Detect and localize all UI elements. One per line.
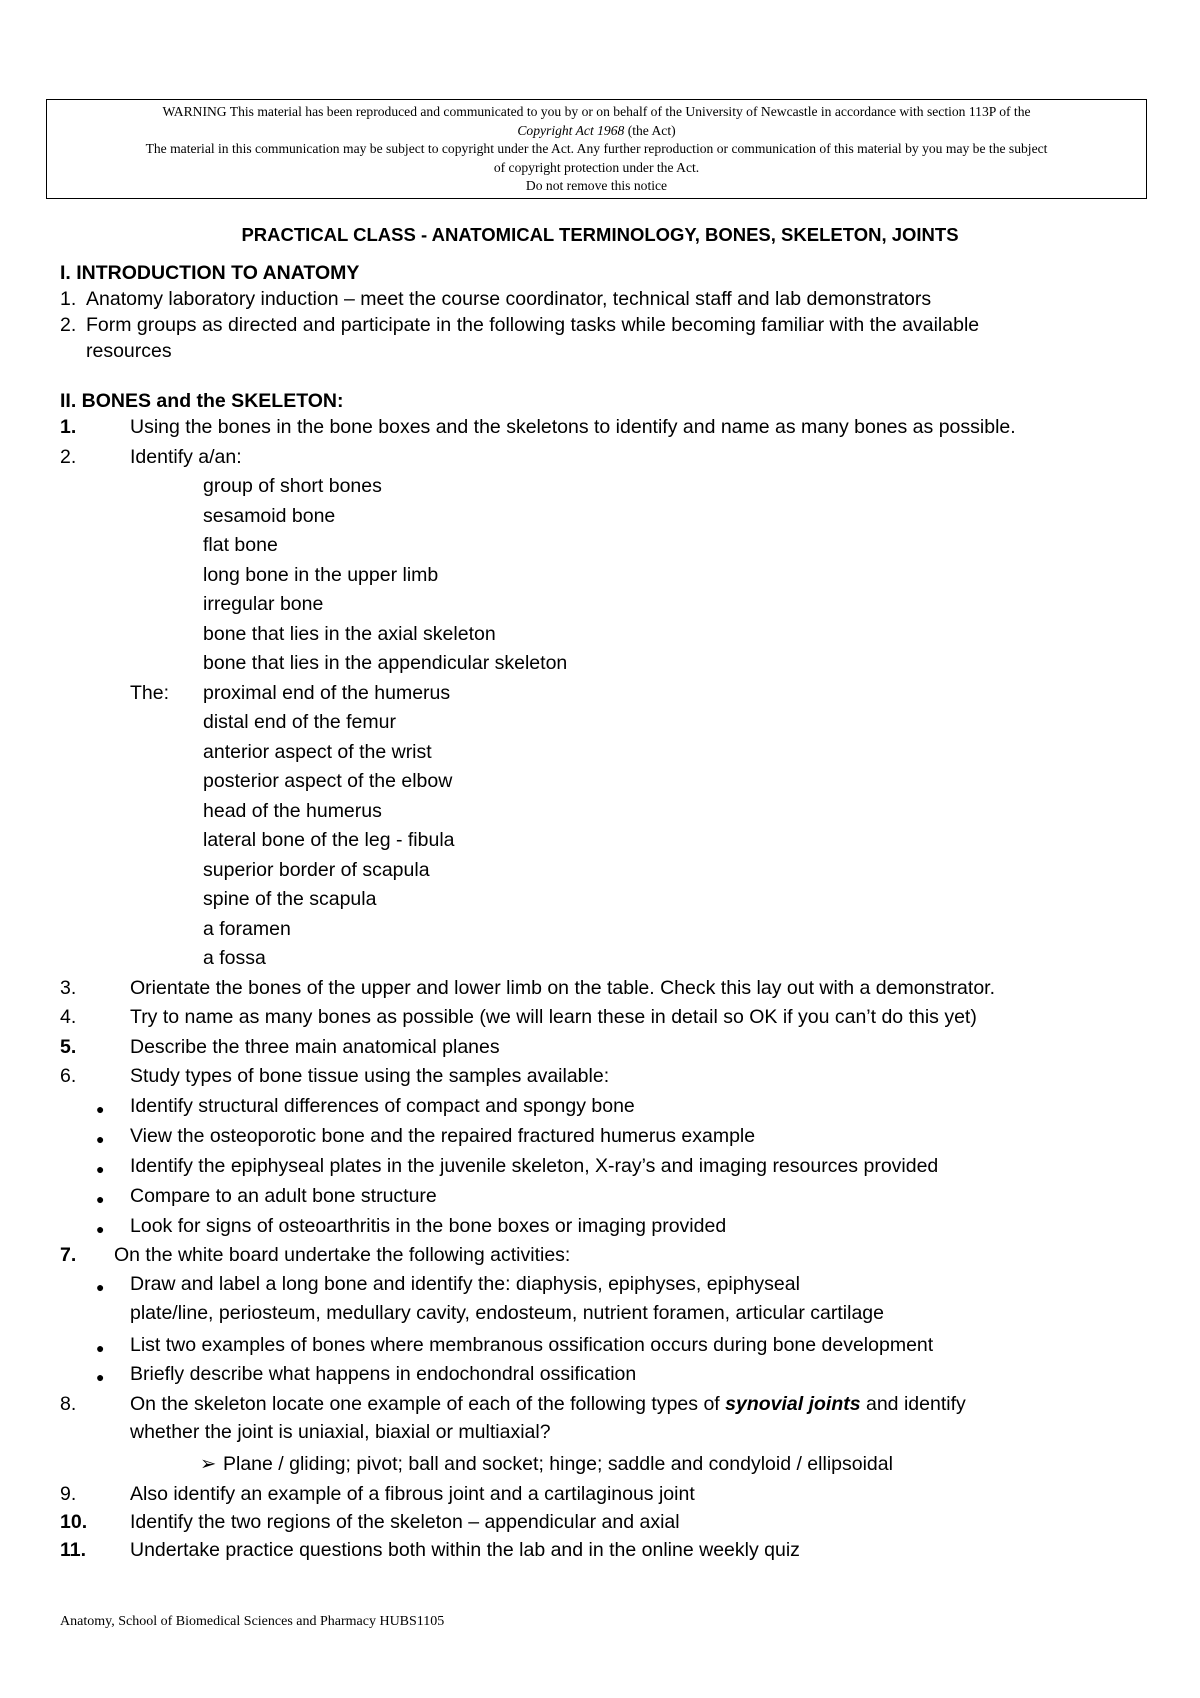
identify-item: head of the humerus — [203, 800, 382, 822]
list-item-text: Identify the two regions of the skeleton – appendicular and axial — [130, 1511, 680, 1533]
list-item-text: Form groups as directed and participate in the following tasks while becoming familiar with the available — [86, 314, 980, 336]
identify-item: proximal end of the humerus — [203, 682, 451, 704]
notice-line-2 — [47, 122, 1146, 141]
identify-item: distal end of the femur — [203, 711, 396, 733]
list-item-continuation: resources — [86, 340, 172, 362]
bullet-icon: ● — [96, 1369, 105, 1385]
list-number: 3. — [60, 977, 77, 999]
bullet-item-text: List two examples of bones where membranous ossification occurs during bone development — [130, 1334, 934, 1356]
identify-item: spine of the scapula — [203, 888, 377, 910]
identify-item: anterior aspect of the wrist — [203, 741, 432, 763]
identify-item: a foramen — [203, 918, 291, 940]
bullet-item-text: View the osteoporotic bone and the repaired fractured humerus example — [130, 1125, 756, 1147]
notice-line-1: WARNING This material has been reproduced and communicated to you by or on behalf of the University of Newcastle in accordance with section 113P of the — [162, 104, 1031, 119]
bullet-item-continuation: plate/line, periosteum, medullary cavity, endosteum, nutrient foramen, articular cartilage — [130, 1302, 884, 1324]
bullet-icon: ● — [96, 1131, 105, 1147]
page-title: PRACTICAL CLASS - ANATOMICAL TERMINOLOGY, BONES, SKELETON, JOINTS — [241, 224, 959, 245]
bullet-icon: ● — [96, 1340, 105, 1356]
notice-line-3: The material in this communication may be subject to copyright under the Act. Any further reproduction or communication of this material by you may be the subject — [145, 141, 1048, 156]
list-item-text: Study types of bone tissue using the samples available: — [130, 1065, 610, 1087]
list-number: 11. — [60, 1539, 87, 1561]
bullet-icon: ● — [96, 1101, 105, 1117]
section-heading-bones-skeleton: II. BONES and the SKELETON: — [60, 390, 344, 412]
identify-item: irregular bone — [203, 593, 324, 615]
arrow-bullet-icon: ➢ — [200, 1453, 217, 1475]
notice-act-suffix: (the Act) — [624, 122, 676, 138]
list-number: 6. — [60, 1065, 77, 1087]
list-item-text: Try to name as many bones as possible (we will learn these in detail so OK if you can’t do this yet) — [130, 1006, 977, 1028]
item8-pre: On the skeleton locate one example of each of the following types of — [130, 1393, 726, 1415]
identify-item: bone that lies in the appendicular skeleton — [203, 652, 568, 674]
list-number: 5. — [60, 1036, 77, 1058]
list-number: 9. — [60, 1483, 77, 1505]
list-item-text — [130, 1391, 966, 1417]
list-number: 2. — [60, 446, 77, 468]
bullet-item-text: Identify the epiphyseal plates in the juvenile skeleton, X-ray’s and imaging resources provided — [130, 1155, 939, 1177]
list-item-text: Identify a/an: — [130, 446, 242, 468]
bullet-icon: ● — [96, 1191, 105, 1207]
list-item-text: Also identify an example of a fibrous joint and a cartilaginous joint — [130, 1483, 695, 1505]
identify-item: a fossa — [203, 947, 266, 969]
identify-item: superior border of scapula — [203, 859, 430, 881]
list-item-text: Describe the three main anatomical planes — [130, 1036, 500, 1058]
page-footer: Anatomy, School of Biomedical Sciences and Pharmacy HUBS1105 — [60, 1614, 445, 1629]
section-heading-introduction: I. INTRODUCTION TO ANATOMY — [60, 262, 360, 284]
notice-line-5: Do not remove this notice — [525, 178, 668, 193]
bullet-item-text: Look for signs of osteoarthritis in the bone boxes or imaging provided — [130, 1215, 727, 1237]
notice-act-title: Copyright Act 1968 — [517, 122, 625, 138]
list-number: 10. — [60, 1511, 88, 1533]
copyright-notice — [46, 99, 1147, 199]
list-number: 1. — [60, 288, 77, 310]
item8-post: and identify — [860, 1393, 966, 1415]
notice-line-4: of copyright protection under the Act. — [493, 159, 700, 175]
bullet-item-text: Briefly describe what happens in endochondral ossification — [130, 1363, 637, 1385]
list-number: 8. — [60, 1393, 77, 1415]
identify-item: long bone in the upper limb — [203, 564, 439, 586]
identify-item: lateral bone of the leg - fibula — [203, 829, 455, 851]
joint-types-text: Plane / gliding; pivot; ball and socket; hinge; saddle and condyloid / ellipsoidal — [223, 1453, 893, 1475]
list-item-text: On the white board undertake the following activities: — [114, 1244, 571, 1266]
list-item-continuation: whether the joint is uniaxial, biaxial or multiaxial? — [130, 1421, 551, 1443]
bullet-icon: ● — [96, 1161, 105, 1177]
list-number: 7. — [60, 1244, 77, 1266]
list-number: 1. — [60, 416, 77, 438]
identify-item: posterior aspect of the elbow — [203, 770, 453, 792]
identify-item: sesamoid bone — [203, 505, 336, 527]
list-number: 4. — [60, 1006, 77, 1028]
bullet-item-text: Identify structural differences of compact and spongy bone — [130, 1095, 635, 1117]
list-number: 2. — [60, 314, 77, 336]
identify-item: group of short bones — [203, 475, 382, 497]
the-label: The: — [130, 682, 170, 704]
list-item-text: Orientate the bones of the upper and lower limb on the table. Check this lay out with a demonstrator. — [130, 977, 995, 999]
identify-item: bone that lies in the axial skeleton — [203, 623, 496, 645]
list-item-text: Undertake practice questions both within the lab and in the online weekly quiz — [130, 1539, 800, 1561]
list-item-text: Using the bones in the bone boxes and the skeletons to identify and name as many bones as possible. — [130, 416, 1016, 438]
synovial-joints-emphasis: synovial joints — [725, 1393, 861, 1415]
bullet-icon: ● — [96, 1221, 105, 1237]
bullet-icon: ● — [96, 1279, 105, 1295]
list-item-text: Anatomy laboratory induction – meet the course coordinator, technical staff and lab demonstrators — [86, 288, 932, 310]
bullet-item-text: Draw and label a long bone and identify the: diaphysis, epiphyses, epiphyseal — [130, 1273, 800, 1295]
identify-item: flat bone — [203, 534, 278, 556]
bullet-item-text: Compare to an adult bone structure — [130, 1185, 437, 1207]
